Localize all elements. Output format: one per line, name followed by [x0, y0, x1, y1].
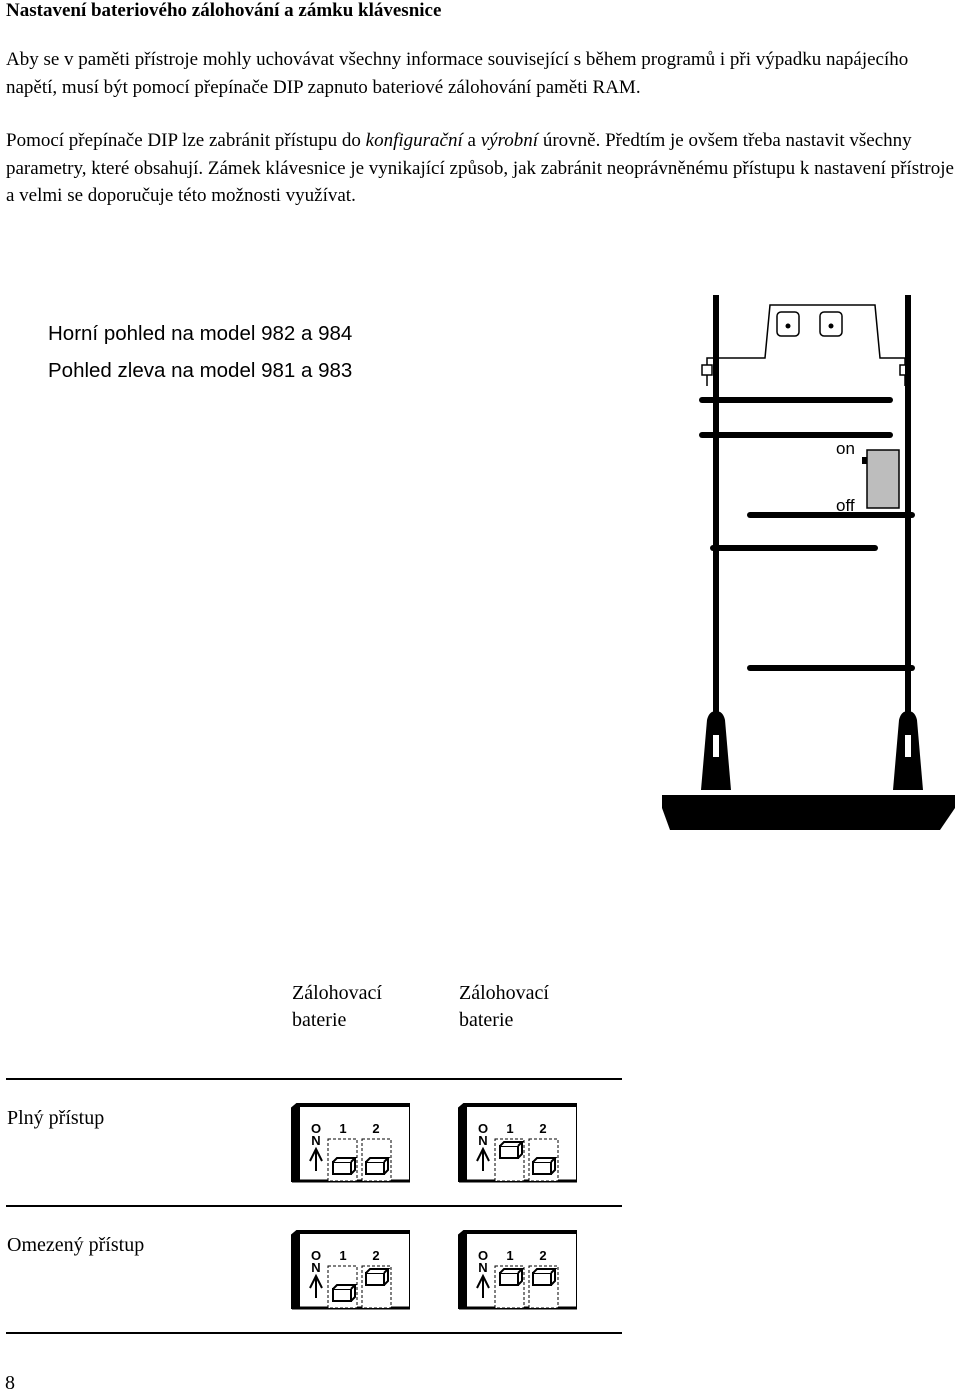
header-text: baterie [292, 1009, 347, 1031]
emphasis-configuration: konfigurační [365, 130, 463, 151]
device-base [662, 795, 955, 830]
switch-number-1: 1 [339, 1121, 347, 1136]
switch-actuator-1-on [500, 1142, 522, 1158]
header-text: baterie [459, 1009, 514, 1031]
page-title: Nastavení bateriového zálohování a zámku klávesnice [6, 0, 442, 21]
on-label-n: N [478, 1133, 488, 1148]
on-label-o: O [310, 1248, 322, 1263]
table-rule-bottom [6, 1332, 622, 1334]
dip-switch-restricted-backup-1 [290, 1230, 410, 1310]
column-header-battery-1 [292, 980, 382, 1034]
switch-actuator-1-on [500, 1269, 522, 1285]
dip-switch-side [862, 450, 899, 508]
on-label-n: N [311, 1260, 321, 1275]
on-label-n: N [478, 1260, 488, 1275]
pcb-rails [702, 400, 912, 668]
switch-actuator-2-off [533, 1158, 555, 1174]
switch-number-2: 2 [372, 1248, 380, 1263]
dip-switch-full-backup-1 [290, 1103, 410, 1183]
dip-switch-full-backup-2 [457, 1103, 577, 1183]
switch-on-label: on [836, 439, 855, 458]
on-label-o: O [310, 1121, 322, 1136]
switch-actuator-2-on [533, 1269, 555, 1285]
connector-block [702, 305, 910, 386]
on-label-o: O [477, 1121, 489, 1136]
diagram-caption-left-view: Pohled zleva na model 981 a 983 [48, 359, 353, 382]
on-label-n: N [311, 1133, 321, 1148]
switch-number-1: 1 [506, 1121, 514, 1136]
switch-number-2: 2 [539, 1121, 547, 1136]
table-rule-top [6, 1078, 622, 1080]
switch-actuator-1-off [333, 1285, 355, 1301]
header-text: Zálohovací [292, 982, 382, 1004]
on-label-o: O [477, 1248, 489, 1263]
switch-off-label: off [836, 496, 855, 515]
table-rule-middle [6, 1205, 622, 1207]
paragraph-text: Pomocí přepínače DIP lze zabránit přístupu do [6, 130, 366, 151]
header-text: Zálohovací [459, 982, 549, 1004]
switch-actuator-1-off [333, 1158, 355, 1174]
switch-number-1: 1 [506, 1248, 514, 1263]
paragraph-text: a [462, 130, 481, 151]
device-feet [701, 711, 923, 790]
device-diagram [650, 290, 960, 850]
switch-actuator-2-off [366, 1158, 388, 1174]
column-header-battery-2 [459, 980, 549, 1034]
page-number: 8 [5, 1372, 15, 1394]
right-rail [905, 295, 911, 715]
row-label-restricted-access: Omezený přístup [7, 1234, 145, 1256]
diagram-caption-top-view: Horní pohled na model 982 a 984 [48, 322, 353, 345]
dip-switch-restricted-backup-2 [457, 1230, 577, 1310]
paragraph-access-lock [6, 127, 954, 210]
switch-number-2: 2 [372, 1121, 380, 1136]
left-rail [713, 295, 719, 715]
switch-number-2: 2 [539, 1248, 547, 1263]
emphasis-production: výrobní [480, 130, 539, 151]
paragraph-text: úrovně. Předtím je ovšem třeba nastavit všechny parametry, které obsahují. Zámek klávesnice je vynikající způsob, jak zabránit neoprávněnému přístupu k nastavení přístroje a velmi se doporučuje této možnosti využívat. [6, 130, 954, 206]
row-label-full-access: Plný přístup [7, 1107, 105, 1129]
paragraph-battery-backup: Aby se v paměti přístroje mohly uchovávat všechny informace související s během programů i při výpadku napájecího napětí, musí být pomocí přepínače DIP zapnuto bateriové zálohování paměti RAM. [6, 49, 909, 98]
switch-number-1: 1 [339, 1248, 347, 1263]
switch-actuator-2-on [366, 1269, 388, 1285]
